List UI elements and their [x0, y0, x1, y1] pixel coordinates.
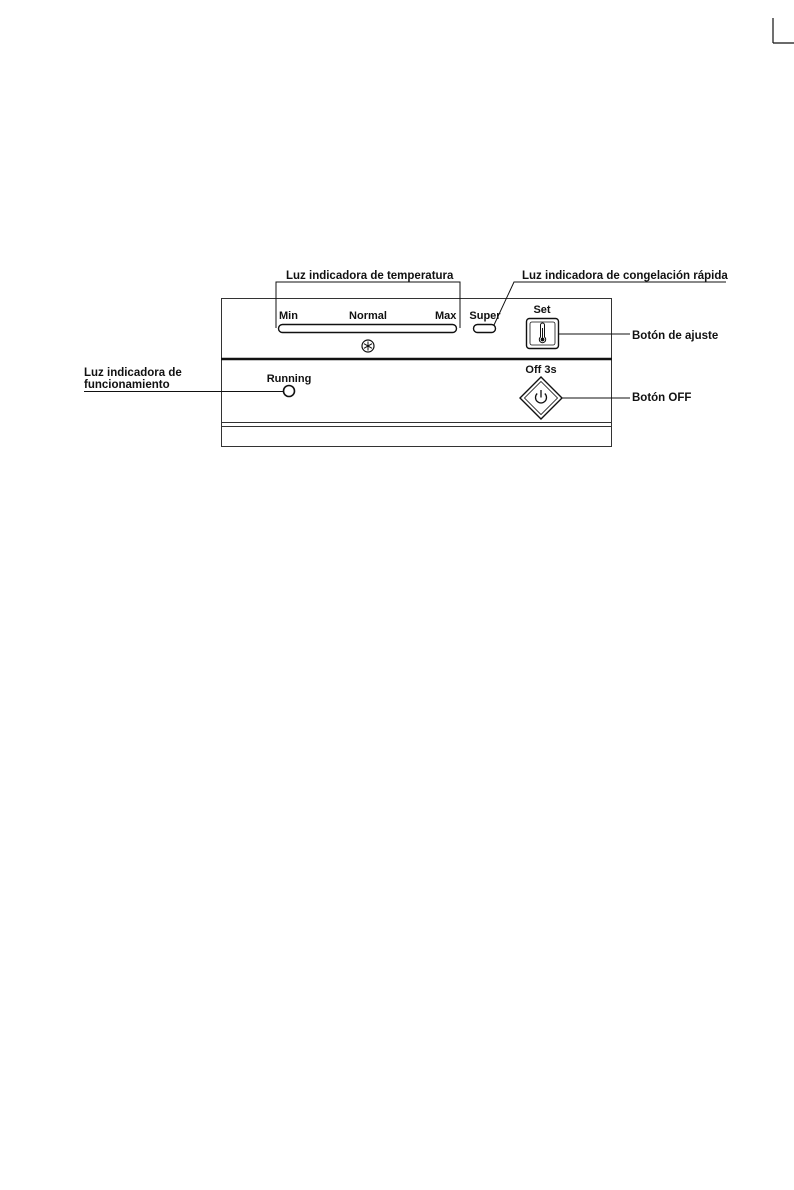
snowflake-icon	[362, 340, 374, 352]
min-label: Min	[279, 310, 298, 322]
off-button[interactable]	[520, 377, 562, 419]
max-label: Max	[435, 310, 457, 322]
normal-label: Normal	[349, 310, 387, 322]
temperature-indicator-bar	[279, 325, 457, 333]
running-callout-label-line2: funcionamiento	[84, 379, 170, 391]
temperature-callout-label: Luz indicadora de temperatura	[286, 270, 454, 282]
running-label: Running	[266, 373, 312, 385]
corner-mark-icon	[773, 18, 794, 43]
super-label: Super	[469, 310, 501, 322]
off-label: Off 3s	[525, 364, 557, 376]
off-button-callout-label: Botón OFF	[632, 392, 692, 404]
set-label: Set	[533, 304, 551, 316]
set-button-callout-label: Botón de ajuste	[632, 330, 719, 342]
super-indicator-light	[474, 325, 496, 333]
quick-freeze-callout-label: Luz indicadora de congelación rápida	[522, 270, 728, 282]
running-callout-label-line1: Luz indicadora de	[84, 367, 182, 379]
running-indicator-light	[284, 386, 295, 397]
set-button[interactable]	[527, 319, 559, 349]
